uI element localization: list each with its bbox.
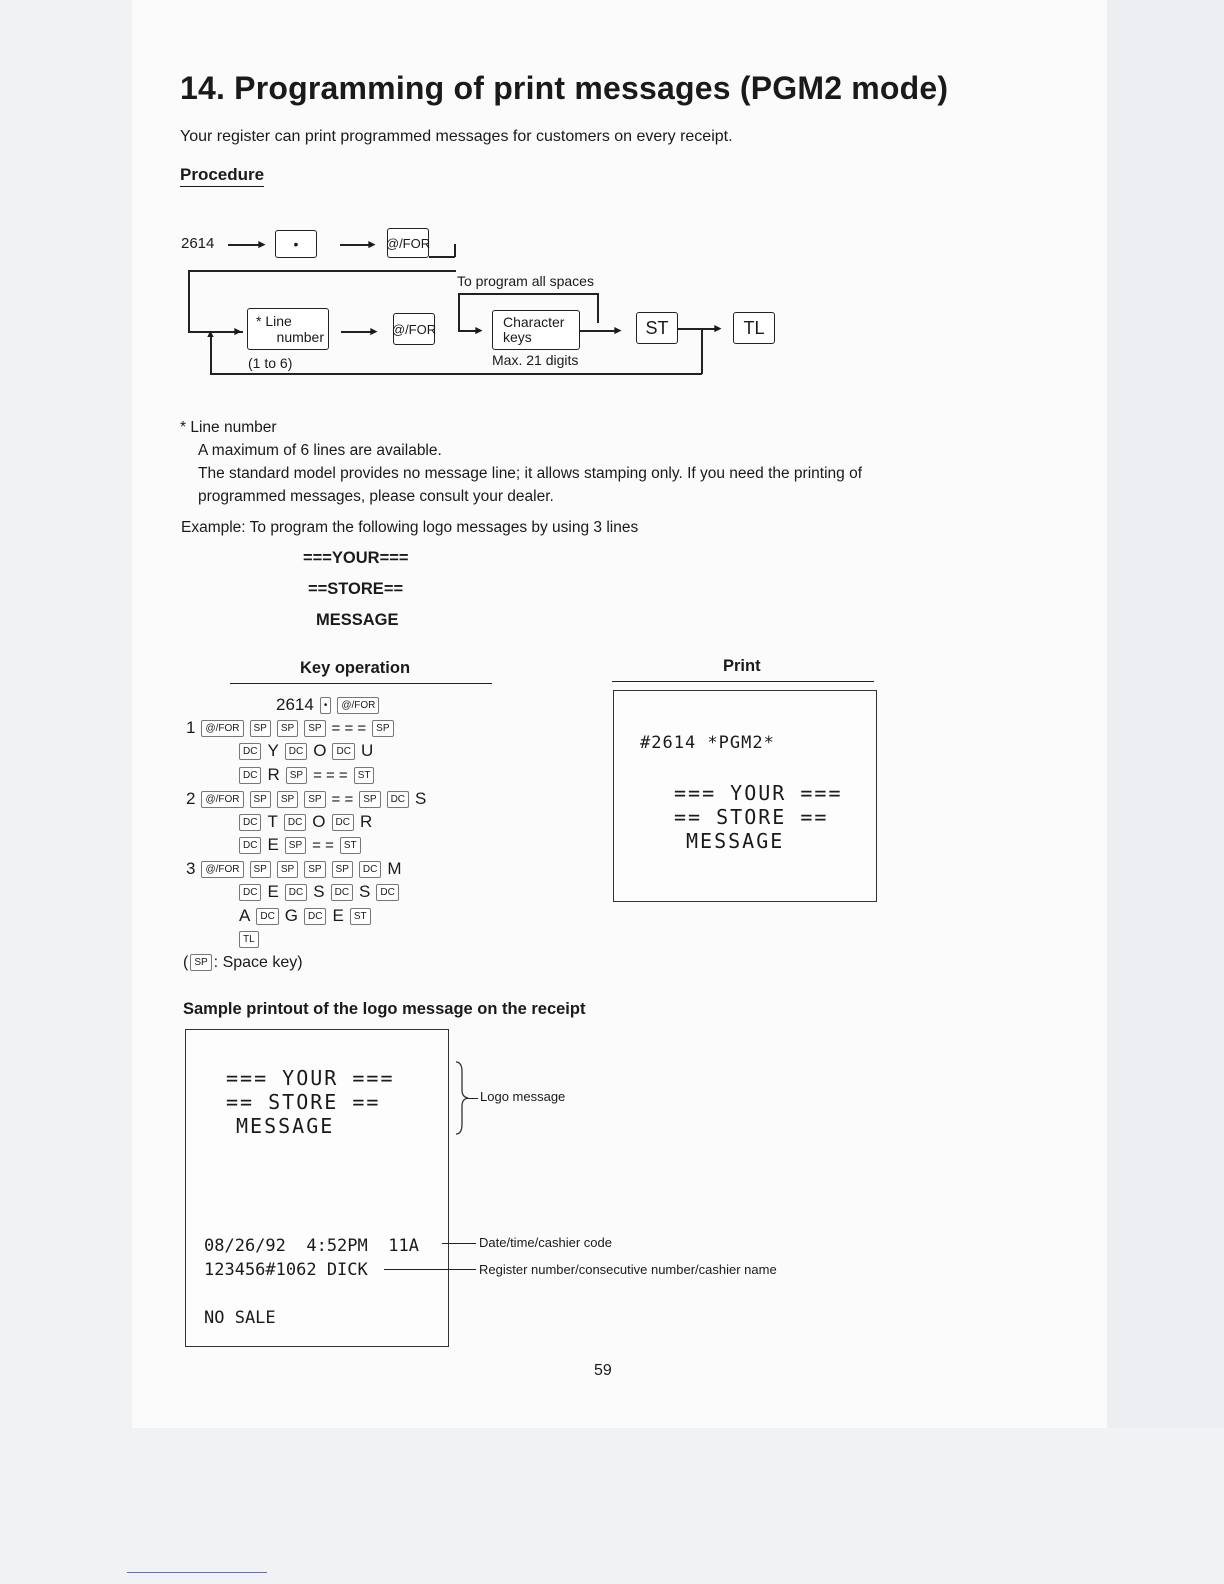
procedure-heading: Procedure: [180, 165, 264, 187]
keyop-key: DC: [304, 908, 326, 925]
keyop-row-4: [236, 930, 262, 948]
keyop-char: U: [360, 741, 374, 760]
keyop-key: DC: [332, 743, 354, 760]
keyop-char: G: [284, 906, 299, 925]
keyop-row-2a: [183, 789, 429, 809]
space-key-legend: [183, 954, 303, 972]
keyop-key: @/FOR: [201, 791, 243, 808]
keyop-row-1b: [236, 741, 376, 761]
keyop-row-3c: [236, 906, 374, 926]
arrow-up-icon: ▲: [205, 328, 216, 340]
keyop-key: SP: [285, 837, 306, 854]
keyop-key: DC: [285, 743, 307, 760]
keyop-row-3a: [183, 859, 405, 879]
keyop-char: O: [313, 741, 327, 760]
keyop-key: SP: [250, 861, 271, 878]
keyop-key: @/FOR: [201, 720, 243, 737]
keyop-key: SP: [250, 720, 271, 737]
flow-for-key-2: @/FOR: [393, 313, 435, 345]
keyop-key: DC: [285, 884, 307, 901]
arrow-icon: ►: [368, 324, 380, 338]
keyop-key: SP: [304, 720, 325, 737]
note-standard-model: The standard model provides no message line; it allows stamping only. If you need the printing of: [198, 465, 863, 482]
keyop-key: SP: [359, 791, 380, 808]
print-heading: Print: [723, 657, 761, 675]
arrow-icon: ►: [612, 323, 624, 337]
keyop-char: M: [387, 859, 402, 878]
logo-line-1: ===YOUR===: [303, 549, 409, 567]
keyop-key: SP: [304, 861, 325, 878]
keyop-key: DC: [239, 884, 261, 901]
sample-heading: Sample printout of the logo message on the receipt: [183, 1000, 586, 1018]
page-edge-shade: [1107, 0, 1224, 1428]
keyop-row-0: [273, 695, 382, 715]
keyop-char: E: [332, 906, 344, 925]
keyop-code: 2614: [276, 695, 314, 714]
keyop-line-num: 3: [186, 859, 196, 878]
keyop-repeat: = =: [331, 790, 354, 808]
keyop-line-num: 2: [186, 789, 196, 808]
keyop-key: DC: [359, 861, 381, 878]
note-consult: programmed messages, please consult your dealer.: [198, 488, 554, 505]
max-digits-label: Max. 21 digits: [492, 352, 579, 368]
flow-line-number-key: [247, 308, 329, 350]
keyop-key: •: [320, 697, 332, 714]
arrow-icon: ►: [712, 321, 724, 335]
keyop-key: SP: [250, 791, 271, 808]
keyop-key: DC: [239, 837, 261, 854]
keyop-key: TL: [239, 931, 259, 948]
keyop-char: O: [312, 812, 326, 831]
print-header-line: #2614 *PGM2*: [640, 733, 775, 753]
keyop-char: S: [415, 789, 427, 808]
keyop-char: E: [267, 835, 279, 854]
keyop-char: S: [359, 882, 371, 901]
keyop-key: SP: [372, 720, 393, 737]
footer-link-underline: [127, 1572, 267, 1573]
label-date-time: Date/time/cashier code: [479, 1235, 612, 1250]
print-line-2: == STORE ==: [674, 805, 829, 829]
keyop-row-3b: [236, 882, 402, 902]
keyop-line-num: 1: [186, 718, 196, 737]
keyop-key: SP: [286, 767, 307, 784]
keyop-repeat: = = =: [313, 766, 348, 784]
keyop-key: ST: [354, 767, 375, 784]
key-operation-heading: Key operation: [300, 659, 411, 677]
keyop-row-1a: [183, 718, 397, 738]
label-register-number: Register number/consecutive number/cashier name: [479, 1262, 777, 1277]
keyop-key: DC: [256, 908, 278, 925]
line-number-star-label: * Line: [256, 313, 292, 329]
keyop-char: Y: [267, 741, 279, 760]
logo-line-2: ==STORE==: [308, 580, 404, 598]
arrow-icon: ►: [256, 237, 268, 251]
character-keys-line2: keys: [503, 329, 532, 345]
program-all-spaces-label: To program all spaces: [457, 273, 594, 289]
keyop-char: E: [267, 882, 279, 901]
print-line-3: MESSAGE: [686, 829, 785, 853]
legend-sp-key: SP: [190, 954, 211, 971]
keyop-key: DC: [284, 814, 306, 831]
sample-logo-line-2: == STORE ==: [226, 1090, 381, 1114]
flow-tl-key: TL: [733, 312, 775, 344]
intro-text: Your register can print programmed messages for customers on every receipt.: [180, 128, 733, 145]
keyop-key: ST: [350, 908, 371, 925]
flow-character-keys: [492, 310, 580, 350]
keyop-key: DC: [376, 884, 398, 901]
page-title: 14. Programming of print messages (PGM2 mode): [180, 70, 949, 106]
keyop-char: S: [313, 882, 325, 901]
sample-date-line: 08/26/92 4:52PM 11A: [204, 1236, 419, 1256]
note-example: Example: To program the following logo messages by using 3 lines: [181, 519, 639, 536]
arrow-icon: ►: [366, 237, 378, 251]
sample-register-line: 123456#1062 DICK: [204, 1260, 368, 1280]
keyop-char: T: [267, 812, 278, 831]
flow-code: 2614: [181, 235, 215, 252]
keyop-key: SP: [277, 791, 298, 808]
sample-logo-line-1: === YOUR ===: [226, 1066, 395, 1090]
label-logo-message: Logo message: [480, 1089, 566, 1104]
note-max-lines: A maximum of 6 lines are available.: [198, 442, 442, 459]
flow-st-key: ST: [636, 312, 678, 344]
keyop-row-2c: [236, 835, 364, 855]
keyop-key: SP: [304, 791, 325, 808]
keyop-repeat: = = =: [331, 719, 367, 737]
legend-open: (: [183, 954, 189, 971]
print-preview-box: [613, 690, 877, 902]
flow-dot-key: •: [275, 230, 317, 258]
sample-logo-line-3: MESSAGE: [236, 1114, 335, 1138]
line-range-label: (1 to 6): [248, 355, 293, 371]
keyop-key: ST: [340, 837, 361, 854]
arrow-icon: ►: [232, 324, 244, 338]
keyop-row-1c: [236, 765, 377, 785]
legend-text: : Space key): [213, 954, 303, 971]
sample-receipt: [185, 1029, 449, 1347]
keyop-key: DC: [331, 884, 353, 901]
keyop-key: DC: [387, 791, 409, 808]
page-number: 59: [594, 1362, 612, 1379]
keyop-char: R: [359, 812, 373, 831]
keyop-repeat: = =: [312, 836, 334, 854]
keyop-char: R: [267, 765, 280, 784]
keyop-char: A: [239, 906, 251, 925]
keyop-key: DC: [239, 814, 261, 831]
keyop-key: DC: [332, 814, 354, 831]
logo-line-3: MESSAGE: [316, 611, 399, 629]
sample-no-sale: NO SALE: [204, 1308, 276, 1328]
line-number-word-label: number: [276, 329, 324, 345]
keyop-key: SP: [332, 861, 353, 878]
print-line-1: === YOUR ===: [674, 781, 843, 805]
note-star-line: * Line number: [180, 419, 277, 436]
keyop-row-2b: [236, 812, 375, 832]
flow-for-key: @/FOR: [387, 228, 429, 258]
keyop-key: @/FOR: [337, 697, 379, 714]
keyop-key: @/FOR: [201, 861, 243, 878]
arrow-icon: ►: [473, 323, 485, 337]
keyop-key: SP: [277, 720, 298, 737]
character-keys-line1: Character: [503, 314, 565, 330]
keyop-key: DC: [239, 743, 261, 760]
keyop-key: DC: [239, 767, 261, 784]
keyop-key: SP: [277, 861, 298, 878]
